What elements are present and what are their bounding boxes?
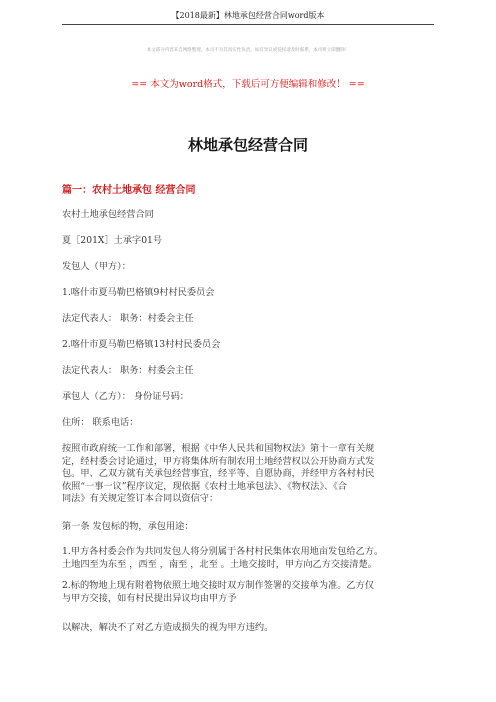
clause-line: 1.甲方各村委会作为共同发包人将分别属于各村村民集体农用地亩发包给乙方。 xyxy=(62,546,384,557)
party-a-item-1: 1.喀什市夏马勒巴格镇9村村民委员会 xyxy=(62,287,215,298)
clause-2-continuation: 以解决，解决不了对乙方造成损失的视为甲方违约。 xyxy=(62,622,274,633)
party-a-label: 发包人（甲方）： xyxy=(62,261,131,272)
contract-name-line: 农村土地承包经营合同 xyxy=(62,209,154,220)
clause-line: 土地四至为东至 ，西至 ，南至 ，北至 。土地交接时，甲方向乙方交接清楚。 xyxy=(62,558,377,570)
party-a-rep-1: 法定代表人： 职务：村委会主任 xyxy=(62,313,194,324)
preamble-line: 按照市政府统一工作和部署，根据《中华人民共和国物权法》第十一章有关规 xyxy=(62,443,375,454)
section-heading: 篇一：农村土地承包 经营合同 xyxy=(62,185,196,196)
disclaimer-text: 本文部分内容来自网络整理，本司不为其真实性负责，如有异议或侵权请及时联系，本司将立即删除！ xyxy=(146,48,350,53)
preamble-line: 同法》有关规定签订本合同以资信守： xyxy=(62,493,219,505)
article-1-heading: 第一条 发包标的物，承包用途： xyxy=(62,521,194,532)
page-header-title: 【2018最新】林地承包经营合同word版本 xyxy=(171,11,325,20)
clause-2-paragraph xyxy=(62,580,438,605)
party-b-address-line: 住所： 联系电话： xyxy=(62,417,139,428)
document-title: 林地承包经营合同 xyxy=(187,136,308,154)
clause-line: 与甲方交接，如有村民提出异议均由甲方予 xyxy=(62,592,237,604)
party-b-line: 承包人（乙方）： 身份证号码： xyxy=(62,391,189,402)
word-format-banner: == 本文为word格式，下载后可方便编辑和修改！ == xyxy=(131,79,365,90)
party-a-item-2: 2.喀什市夏马勒巴格镇13村村民委员会 xyxy=(62,339,221,350)
preamble-line: 依照“一事一议”程序议定，现依据《农村土地承包法》、《物权法》、《合 xyxy=(62,480,347,492)
contract-number-line: 夏［201X］土承字01号 xyxy=(62,235,163,246)
header-divider xyxy=(62,24,434,25)
preamble-line: 包。甲、乙双方就有关承包经营事宜，经平等、自愿协商，并经甲方各村村民 xyxy=(62,468,375,480)
preamble-line: 定，经村委会讨论通过，甲方将集体所有制农用土地经营权以公开协商方式发 xyxy=(62,455,375,467)
clause-line: 2.标的物地上现有附着物依照土地交接时双方制作签署的交接单为准。乙方仅 xyxy=(62,580,374,591)
preamble-paragraph xyxy=(62,443,438,506)
party-a-rep-2: 法定代表人： 职务：村委会主任 xyxy=(62,365,194,376)
clause-1-paragraph xyxy=(62,546,438,571)
